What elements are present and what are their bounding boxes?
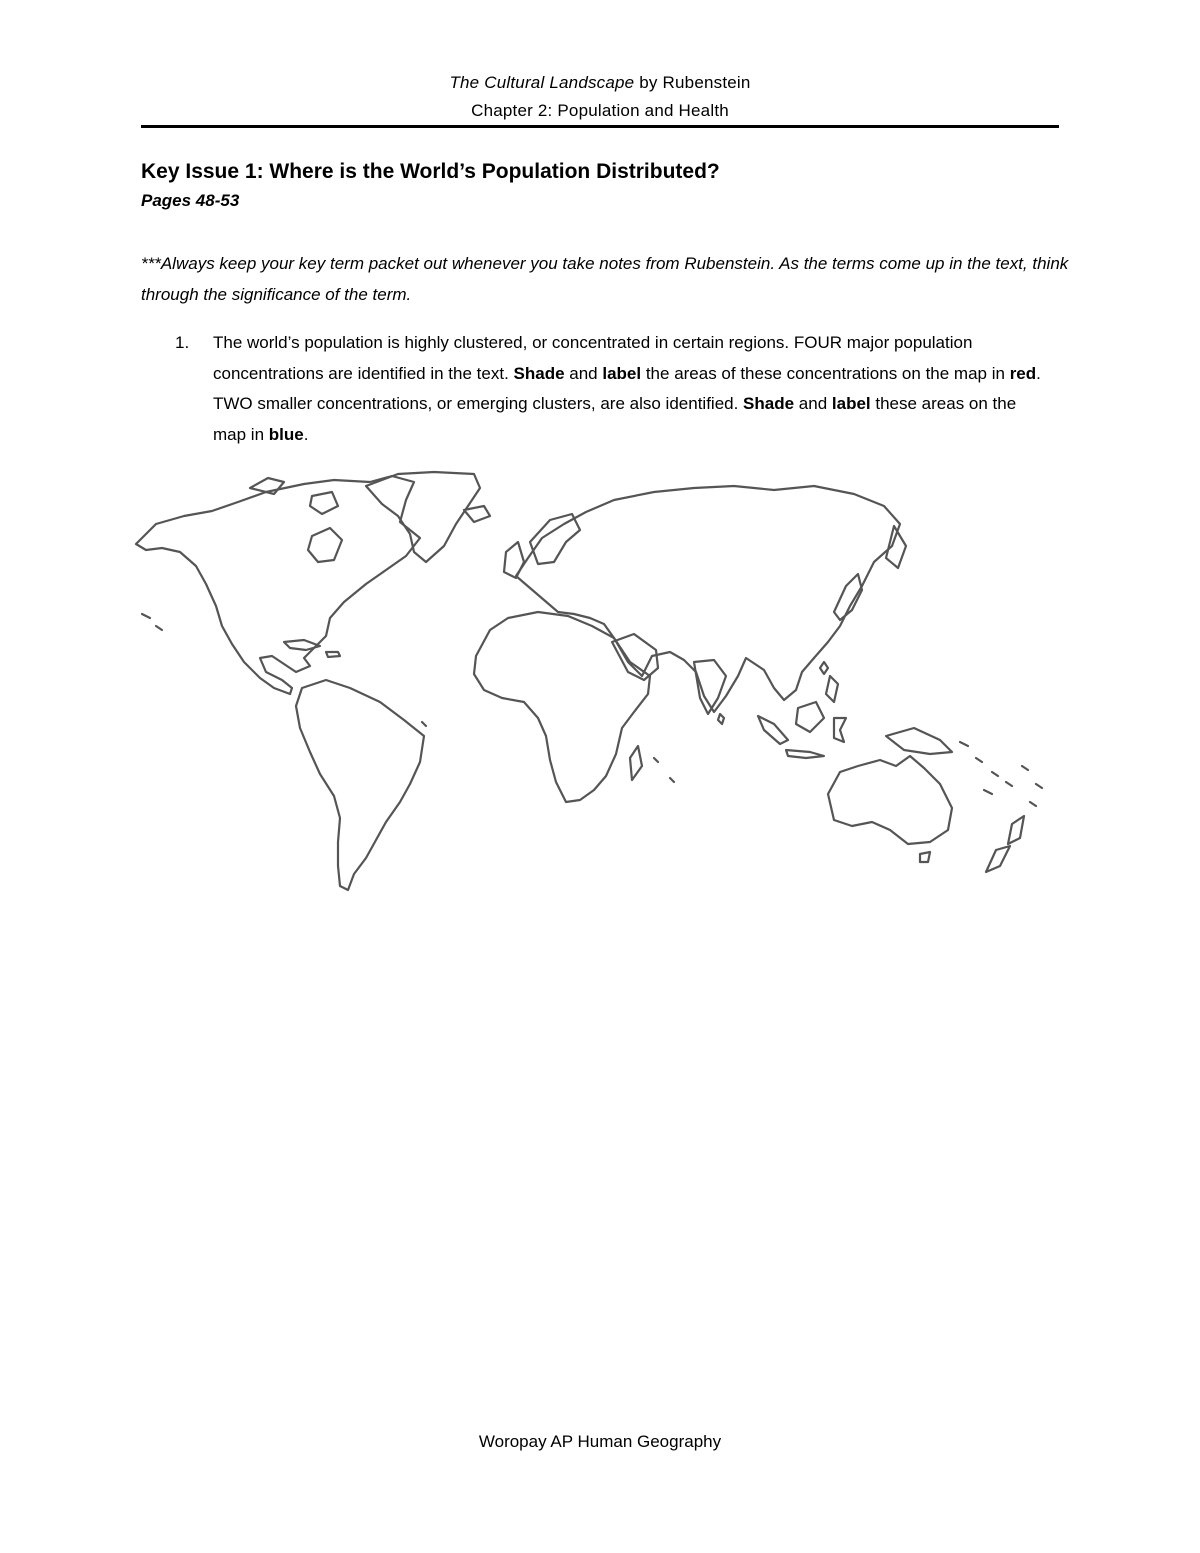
greenland-outline [366, 472, 480, 562]
tasmania-outline [920, 852, 930, 862]
cuba-outline [284, 640, 320, 650]
red-keyword: red [1009, 363, 1037, 383]
label-keyword: label [602, 363, 642, 383]
shade-keyword: Shade [743, 394, 795, 413]
north-america-outline [136, 476, 420, 694]
question-number: 1. [175, 333, 190, 352]
hudson-bay-outline [308, 528, 342, 562]
question-part-5: . [303, 424, 309, 444]
question-part-2: the areas of these concentrations on the map in [641, 363, 1010, 383]
pages-range: Pages 48-53 [141, 191, 240, 210]
instruction-note: ***Always keep your key term packet out whenever you take notes from Rubenstein. As the terms come up in the text, think through the significance of the term. [141, 254, 1069, 304]
and-text: and [794, 394, 832, 413]
chapter-title: Chapter 2: Population and Health [471, 101, 729, 120]
header-book-line [0, 73, 1200, 93]
pacific-islands-outline [960, 742, 1042, 806]
aleutian-islands-outline [142, 614, 162, 630]
java-outline [786, 750, 824, 758]
and-text: and [564, 363, 603, 383]
arctic-island-outline [310, 492, 338, 514]
footer-text: Woropay AP Human Geography [478, 1432, 722, 1451]
iceland-outline [464, 506, 490, 522]
world-map-outline-icon [134, 466, 1052, 896]
question-part-3: . TWO smaller concentrations, or emerging clusters, are also identified. [213, 363, 1041, 413]
arctic-island-outline [250, 478, 284, 494]
africa-outline [474, 612, 650, 802]
south-america-outline [296, 680, 424, 890]
new-guinea-outline [886, 728, 952, 754]
borneo-outline [796, 702, 824, 732]
header-rule [141, 125, 1059, 128]
shade-keyword: Shade [513, 363, 565, 383]
sumatra-outline [758, 716, 788, 744]
label-keyword: label [831, 394, 871, 413]
madagascar-outline [630, 746, 642, 780]
caribbean-island-outline [326, 652, 340, 657]
book-title: The Cultural Landscape [449, 73, 635, 92]
eurasia-outline [516, 486, 900, 712]
question-text [213, 328, 1053, 450]
blue-keyword: blue [268, 424, 304, 444]
australia-outline [828, 756, 952, 844]
question-part-4: these areas on the map in [213, 394, 1017, 444]
japan-outline [834, 574, 862, 620]
scandinavia-outline [530, 514, 580, 564]
new-zealand-outline [986, 816, 1024, 872]
taiwan-outline [820, 662, 828, 674]
book-author: by Rubenstein [634, 73, 751, 92]
sulawesi-outline [834, 718, 846, 742]
british-isles-outline [504, 542, 524, 578]
philippines-outline [826, 676, 838, 702]
question-part-1: The world’s population is highly clustered, or concentrated in certain regions. FOUR major population concentrations are identified in the text. [213, 333, 973, 383]
sri-lanka-outline [718, 714, 724, 724]
key-issue-title: Key Issue 1: Where is the World’s Population Distributed? [141, 160, 720, 183]
